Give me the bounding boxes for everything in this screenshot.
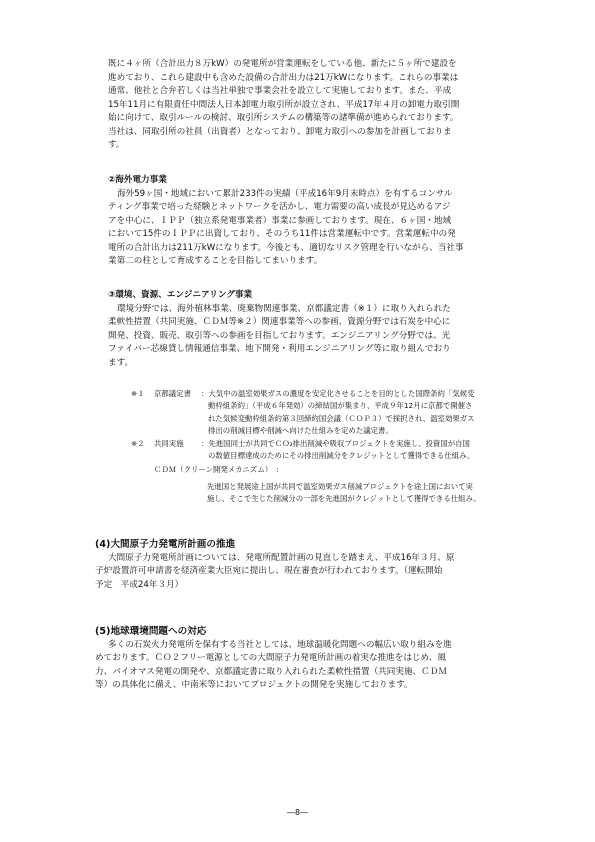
text-line: 先進国と発展途上国が共同で温室効果ガス削減プロジェクトを途上国において実: [207, 481, 473, 491]
footnote-marker: ※２: [131, 438, 145, 448]
text-line: めております。ＣＯ２フリー電源としての大間原子力発電所計画の着実な推進をはじめ、風: [95, 653, 446, 663]
footnote-2: [131, 438, 545, 463]
text-line: 進めており、これら建設中も含めた設備の合計出力は21万kWになります。これらの事業は: [108, 72, 459, 83]
overseas-section: [108, 174, 548, 269]
text-line: 業第二の柱として育成することを目指してまいります。: [108, 256, 323, 266]
text-line: ます。: [108, 357, 134, 368]
text-line: れた気候変動枠組条約第３回締約国会議（ＣＯＰ３）で採択され、温室効果ガス: [208, 413, 475, 423]
text-line: 施し、そこで生じた削減分の一部を先進国がクレジットとして獲得できる仕組み。: [207, 494, 481, 504]
text-line: 排出の削減目標や削減へ向けた仕組みを定めた議定書。: [208, 426, 393, 436]
footnote-body: [201, 388, 545, 438]
text-line: 予定 平成24年３月）: [95, 579, 184, 590]
footnote-1: [131, 388, 545, 438]
footnote-marker: ※１: [131, 389, 145, 398]
text-line: において15件のＩＰＰに出資しており、そのうち11件は営業運転中です。営業運転中の発: [108, 229, 456, 239]
text-line: 既に４ヶ所（合計出力８万kW）の発電所が営業運転をしている他、新たに５ヶ所で建設を: [108, 59, 457, 69]
text-line: 当社は、同取引所の社員（出資者）となっており、卸電力取引への参加を計画しておりま: [108, 126, 452, 137]
page-number: ―8―: [286, 808, 309, 817]
text-line: す。: [108, 140, 125, 150]
text-line: 動枠組条約」（平成６年発効）の締結国が集まり、平成９年12月に京都で開催さ: [208, 401, 473, 411]
section-heading: ③環境、資源、エンジニアリング事業: [108, 290, 253, 300]
text-line: の数値目標達成のためにその排出削減分をクレジットとして獲得できる仕組み。: [208, 451, 475, 461]
section-4: [95, 538, 548, 592]
text-line: 15年11月に有限責任中間法人日本卸電力取引所が設立され、平成17年４月の卸電力取引開: [108, 99, 460, 110]
text-line: 大間原子力発電所計画については、発電所配置計画の見直しを踏まえ、平成16年３月、原: [108, 552, 455, 563]
text-line: 始に向けて、取引ルールの検討、取引所システムの構築等の諸準備が進められております。: [108, 113, 459, 123]
intro-paragraph: [108, 58, 548, 153]
environment-section: [108, 289, 548, 370]
footnote-cdm-term: ＣＤＭ（クリーン開発メカニズム） ：: [154, 465, 284, 475]
section-heading: ②海外電力事業: [108, 175, 167, 185]
text-line: 環境分野では、海外植林事業、廃棄物関連事業、京都議定書（※１）に取り入れられた: [117, 303, 451, 314]
footnote-body: [201, 438, 545, 463]
text-line: 通常、他社と合弁若しくは当社単独で事業会社を設立して実施しております。また、平成: [108, 86, 452, 96]
text-line: 海外59ヶ国・地域において累計233件の実績（平成16年9月末時点）を有するコンサル: [117, 188, 453, 199]
text-line: 多くの石炭火力発電所を保有する当社としては、地球温暖化問題への幅広い取り組みを進: [108, 639, 452, 650]
footnote-term: 京都議定書: [154, 389, 191, 398]
text-line: ：大気中の温室効果ガスの濃度を安定化させることを目的とした国際条約「気候変: [201, 389, 475, 398]
text-line: 等）の具体化に備え、中南米等においてプロジェクトの開発を実施しております。: [95, 680, 413, 690]
section-5: [95, 625, 548, 693]
section-heading: (5)地球環境問題への対応: [95, 626, 207, 637]
section-heading: (4)大間原子力発電所計画の推進: [95, 539, 236, 550]
text-line: 電所の合計出力は211万kWになります。今後とも、適切なリスク管理を行いながら、当社事: [108, 242, 464, 253]
text-line: 開発、投資、販売、取引等への参画を目指しております。エンジニアリング分野では、光: [108, 330, 451, 341]
text-line: ティング事業で培った経験とネットワークを活かし、電力需要の高い成長が見込めるアジ: [108, 202, 451, 212]
footnote-term: 共同実施: [154, 438, 184, 448]
text-line: アを中心に、ＩＰＰ（独立系発電事業者）事業に参画しております。現在、６ヶ国・地域: [108, 215, 452, 226]
text-line: 力、バイオマス発電の開発や、京都議定書に取り入れられた柔軟性措置（共同実施、ＣＤＭ: [95, 666, 447, 677]
footnotes: [131, 388, 545, 506]
text-line: ：先進国同士が共同でＣＯ₂排出削減や吸収プロジェクトを実施し、投資国が自国: [201, 438, 470, 448]
text-line: 柔軟性措置（共同実施、ＣＤＭ等※２）関連事業等への参画、資源分野では石炭を中心に: [108, 317, 451, 327]
text-line: 子炉設置許可申請書を経済産業大臣宛に提出し、現在審査が行われております。（運転開始: [95, 566, 443, 576]
footnote-cdm-body: [131, 481, 545, 506]
text-line: ファイバー芯線貸し情報通信事業、地下開発・利用エンジニアリング等に取り組んでおり: [108, 344, 451, 354]
